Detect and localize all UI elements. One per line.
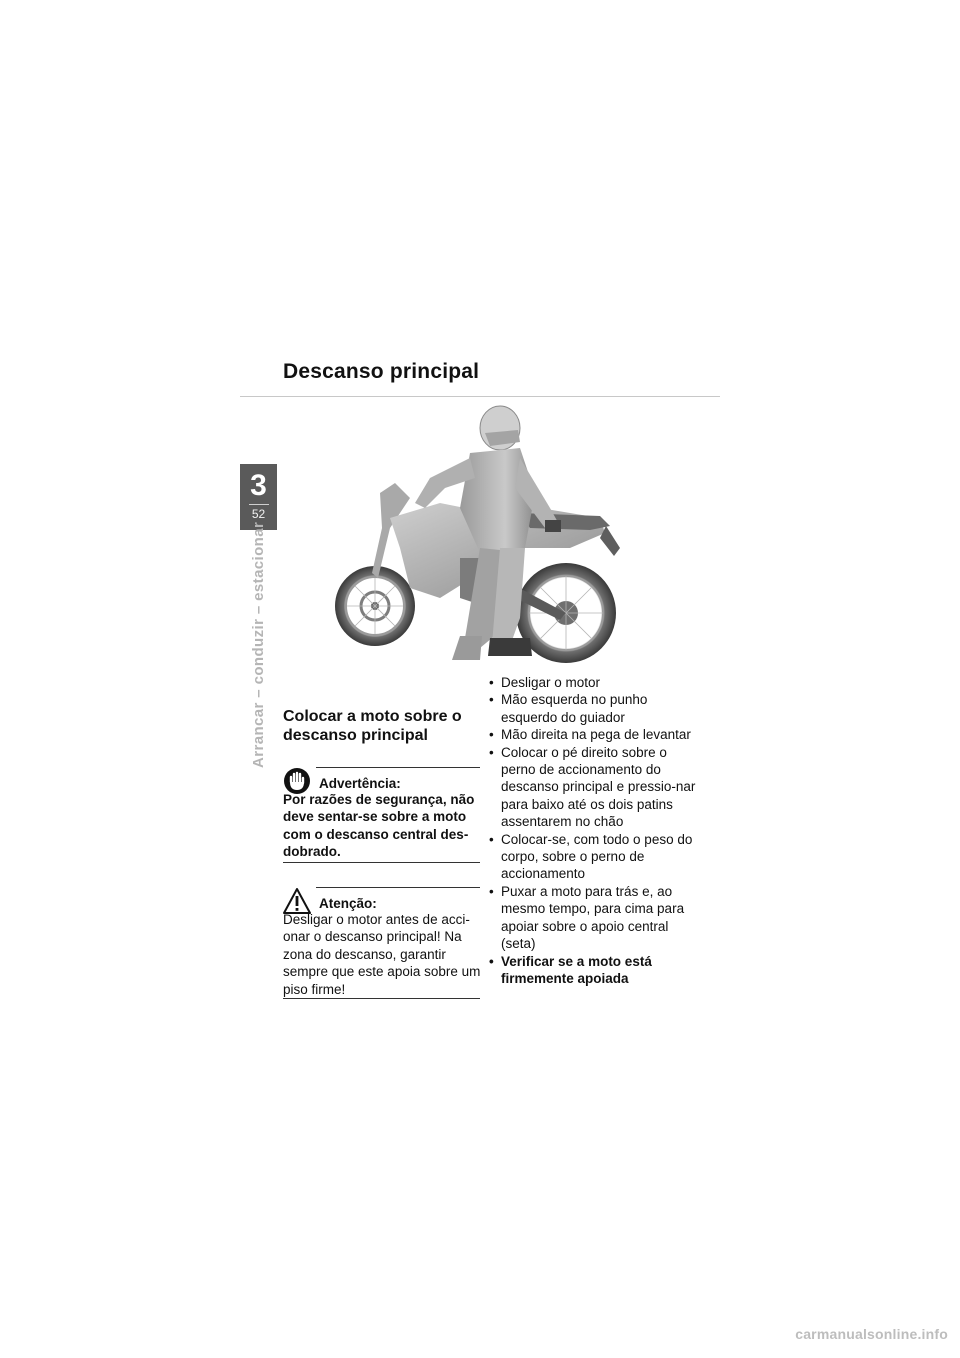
warning-rule-bottom — [283, 862, 480, 863]
page-number: 52 — [251, 507, 266, 521]
page-title: Descanso principal — [283, 360, 480, 383]
chapter-side-title-text: Arrancar – conduzir – estacionar — [250, 521, 267, 768]
list-item: • Colocar-se, com todo o peso do corpo, sobre o perno de accionamento — [489, 831, 704, 883]
front-wheel — [335, 566, 415, 646]
caution-text: Desligar o motor antes de acci-onar o descanso principal! Na zona do descanso, garantir sempre que este apoia sobre um piso firme! — [283, 912, 481, 997]
list-item: • Puxar a moto para trás e, ao mesmo tempo, para cima para apoiar sobre o apoio central (seta) — [489, 883, 704, 953]
procedure-steps — [489, 674, 704, 987]
caution-rule-top — [316, 887, 480, 888]
list-item: • Mão direita na pega de levantar — [489, 726, 704, 743]
list-item: • Verificar se a moto está firmemente apoiada — [489, 953, 704, 988]
list-item: • Colocar o pé direito sobre o perno de accionamento do descanso principal e pressio-nar para baixo até os dois patins assentarem no chão — [489, 744, 704, 831]
caution-note — [283, 887, 480, 1000]
footer-watermark: carmanualsonline.info — [795, 1326, 948, 1342]
caution-label: Atenção: — [319, 896, 377, 911]
caution-rule-bottom — [283, 998, 480, 999]
title-divider — [240, 396, 720, 397]
motorcycle-illustration — [320, 398, 640, 678]
warning-label: Advertência: — [319, 776, 401, 791]
list-item: • Desligar o motor — [489, 674, 704, 691]
warning-note — [283, 767, 480, 863]
list-item: • Mão esquerda no punho esquerdo do guiador — [489, 691, 704, 726]
warning-text: Por razões de segurança, não deve sentar-se sobre a moto com o descanso central des-dobrado. — [283, 792, 475, 860]
section-heading: Colocar a moto sobre o descanso principal — [283, 708, 462, 744]
chapter-number: 3 — [250, 469, 267, 502]
chapter-tab — [240, 464, 277, 530]
warning-rule-top — [316, 767, 480, 768]
chapter-tab-divider — [249, 504, 269, 505]
